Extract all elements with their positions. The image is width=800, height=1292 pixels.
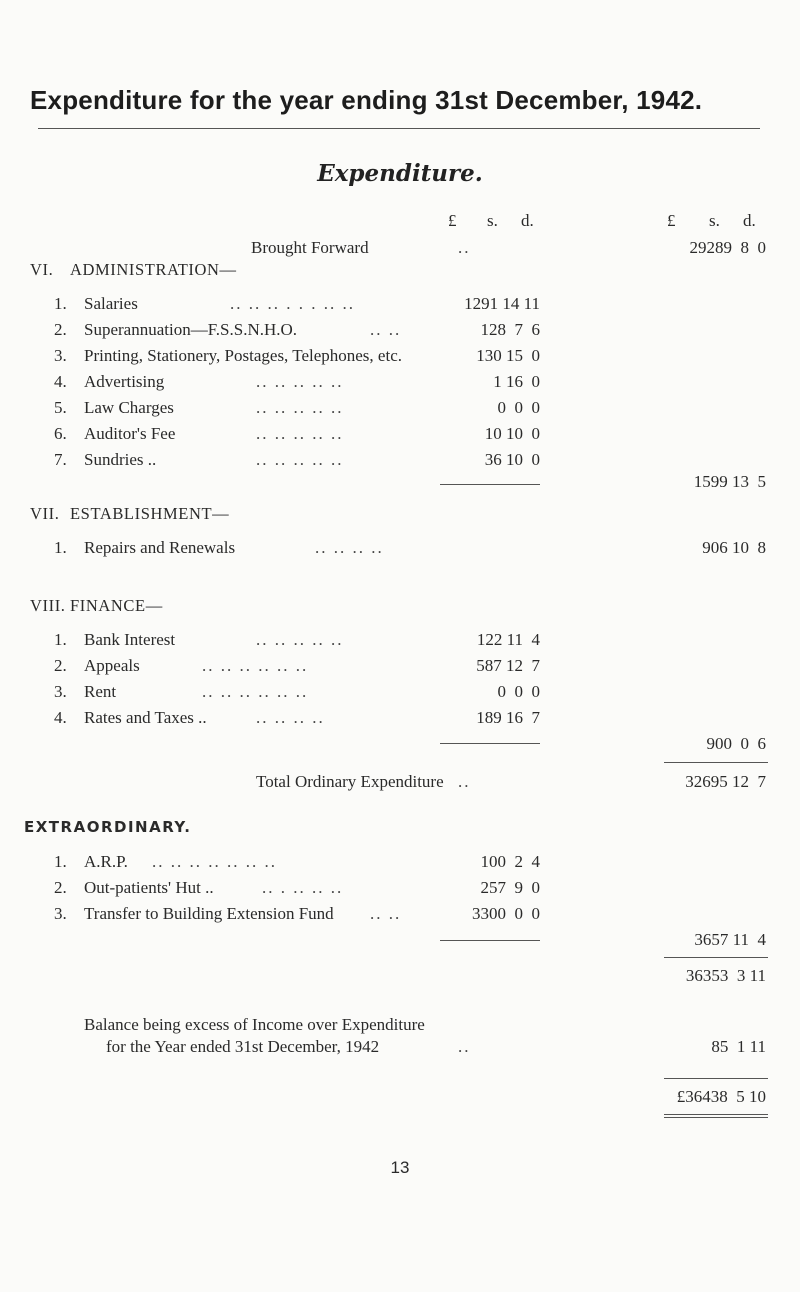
item-label: Salaries [84,294,138,313]
item-amount: 1291 14 11 [464,294,540,313]
item-dots: .. . .. .. .. [262,878,344,897]
extraordinary-title: EXTRAORDINARY. [24,818,192,836]
balance-line1: Balance being excess of Income over Expenditure [84,1015,425,1034]
grand-total: £36438 5 10 [676,1087,766,1106]
grand-total-rule-bottom-2 [664,1117,768,1118]
item-number: 7. [54,450,67,469]
item-number: 1. [54,852,67,871]
item-label: Transfer to Building Extension Fund [84,904,334,923]
item-dots: .. .. .. .. [315,538,384,557]
section-vi-title: ADMINISTRATION— [70,260,237,279]
item-amount: 0 0 0 [497,398,540,417]
item-number: 1. [54,630,67,649]
title-rule [38,128,760,129]
item-number: 1. [54,538,67,557]
item-dots: .. .. .. . . . .. .. [230,294,355,313]
item-dots: .. .. .. .. [256,708,325,727]
item-amount: 3300 0 0 [472,904,540,923]
item-dots: .. .. [370,320,402,339]
section-vii-numeral: VII. [30,504,60,523]
total-ordinary-amount: 32695 12 7 [685,772,766,791]
item-number: 3. [54,682,67,701]
col2-pound-header: £ [667,211,676,230]
col1-d-header: d. [521,211,534,230]
total-rule [664,762,768,763]
item-dots: .. .. .. .. .. .. .. [152,852,277,871]
section-viii-total: 900 0 6 [706,734,766,753]
col1-pound-header: £ [448,211,457,230]
brought-forward-dots: .. [458,238,471,257]
item-label: Bank Interest [84,630,176,649]
section-heading: Expenditure. [317,160,483,187]
item-number: 2. [54,656,67,675]
section-viii-numeral: VIII. [30,596,66,615]
item-label: Repairs and Renewals [84,538,236,557]
item-dots: .. .. .. .. .. [256,424,344,443]
balance-line2: for the Year ended 31st December, 1942 [106,1037,380,1056]
item-label: Out-patients' Hut .. [84,878,214,897]
item-amount: 128 7 6 [480,320,540,339]
item-number: 2. [54,878,67,897]
section-vii-title: ESTABLISHMENT— [70,504,230,523]
item-dots: .. .. .. .. .. [256,372,344,391]
subtotal-rule [440,940,540,941]
item-amount: 10 10 0 [484,424,540,443]
item-label: Sundries .. [84,450,157,469]
subtotal-amount: 36353 3 11 [685,966,766,985]
grand-total-rule-bottom [664,1114,768,1115]
item-label: Rent [84,682,117,701]
item-number: 1. [54,294,67,313]
item-amount: 100 2 4 [480,852,540,871]
subtotal-rule [440,743,540,744]
item-amount: 587 12 7 [476,656,540,675]
item-label: Superannuation—F.S.S.N.H.O. [84,320,298,339]
item-number: 4. [54,708,67,727]
item-amount: 0 0 0 [497,682,540,701]
item-number: 5. [54,398,67,417]
item-label: Printing, Stationery, Postages, Telephones, etc. [84,346,402,365]
item-dots: .. .. .. .. .. .. [202,682,309,701]
brought-forward-label: Brought Forward [251,238,369,257]
brought-forward-amount: 29289 8 0 [689,238,766,257]
col2-d-header: d. [743,211,756,230]
item-dots: .. .. .. .. .. .. [202,656,309,675]
item-label: Law Charges [84,398,174,417]
balance-amount: 85 1 11 [711,1037,766,1056]
section-vii-total: 906 10 8 [702,538,766,557]
item-dots: .. .. [370,904,402,923]
item-number: 6. [54,424,67,443]
item-amount: 189 16 7 [476,708,540,727]
page-title: Expenditure for the year ending 31st December, 1942. [30,85,703,115]
item-amount: 130 15 0 [476,346,540,365]
col2-s-header: s. [709,211,720,230]
item-dots: .. .. .. .. .. [256,630,344,649]
item-label: Rates and Taxes .. [84,708,207,727]
item-number: 2. [54,320,67,339]
item-dots: .. .. .. .. .. [256,450,344,469]
item-dots: .. .. .. .. .. [256,398,344,417]
extraordinary-total: 3657 11 4 [694,930,766,949]
section-viii-title: FINANCE— [70,596,163,615]
total-ordinary-label: Total Ordinary Expenditure [256,772,444,791]
section-vi-total: 1599 13 5 [693,472,766,491]
grand-total-rule-top [664,1078,768,1079]
section-vi-numeral: VI. [30,260,54,279]
page-number: 13 [390,1158,410,1177]
col1-s-header: s. [487,211,498,230]
item-label: Auditor's Fee [84,424,176,443]
item-number: 3. [54,346,67,365]
item-amount: 36 10 0 [484,450,540,469]
total-ordinary-dots: .. [458,772,471,791]
item-label: Advertising [84,372,165,391]
item-label: Appeals [84,656,140,675]
item-number: 4. [54,372,67,391]
item-number: 3. [54,904,67,923]
item-amount: 122 11 4 [476,630,540,649]
balance-dots: .. [458,1037,471,1056]
item-amount: 1 16 0 [493,372,540,391]
item-label: A.R.P. [84,852,128,871]
subtotal-rule [440,484,540,485]
total-rule [664,957,768,958]
item-amount: 257 9 0 [480,878,540,897]
